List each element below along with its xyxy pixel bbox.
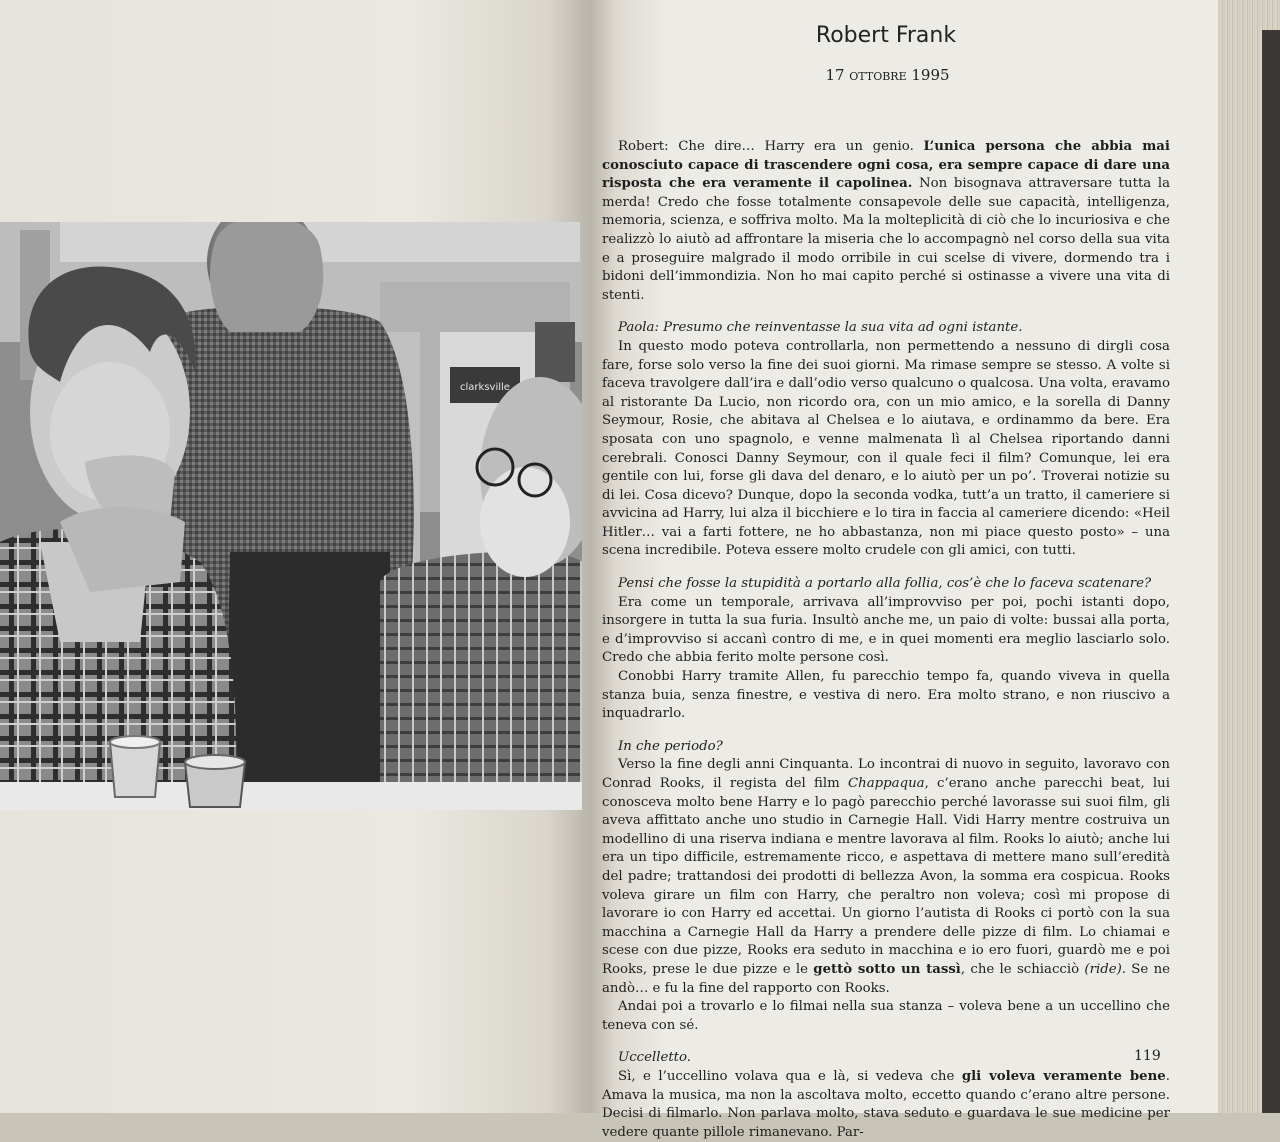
emphasized-text: gli voleva veramente bene (961, 1068, 1166, 1084)
text-span: . Amava la musica, ma non la ascoltava molto, eccetto quando c’erano altre persone. Decisi di filmarlo. Non parlava molto, stava seduto e guardava le sue medicine per vedere quante pillole rimanevano. Par- (602, 1068, 1170, 1140)
page-number: 119 (1134, 1048, 1161, 1064)
answer-paragraph (602, 668, 1170, 724)
emphasized-text: gettò sotto un tassì (813, 961, 961, 977)
text-span: Uccelletto. (618, 1050, 692, 1066)
question-paragraph (602, 319, 1170, 338)
text-span: Conobbi Harry tramite Allen, fu parecchio tempo fa, quando viveva in quella stanza buia, senza finestre, e vestiva di nero. Era molto strano, e non riuscivo a inquadrarlo. (602, 669, 1170, 722)
black-and-white-photo (0, 222, 582, 810)
left-page (0, 0, 590, 1113)
text-span: Verso la fine degli anni Cinquanta. Lo incontrai di nuovo in seguito, lavoravo con Conrad Rooks, il regista del film (602, 757, 1170, 791)
text-span: , c’erano anche parecchi beat, lui conosceva molto bene Harry e lo pagò parecchio perché lavorasse sui suoi film, gli aveva affittato anche uno studio in Carnegie Hall. Vidi Harry mentre costruiva un modellino di una riserva indiana e mentre lavorava al film. Rooks lo aiutò; anche lui era un tipo difficile, estremamente ricco, e aspettava di mettere mano sull’eredità del padre; trattandosi dei prodotti di bellezza Avon, la somma era cospicua. Rooks voleva girare un film con Harry, che peraltro non voleva; così mi propose di lavorare io con Harry ed accettai. Un giorno l’autista di Rooks ci portò con la sua macchina a Carnegie Hall da Harry a prendere delle pizze di film. Lo chiamai e scese con due pizze, Rooks era seduto in macchina e io ero fuori, guardò me e poi Rooks, prese le due pizze e le (602, 776, 1170, 977)
answer-paragraph (602, 138, 1170, 305)
answer-paragraph (602, 338, 1170, 561)
question-paragraph (602, 575, 1170, 594)
text-span: Non bisognava attraversare tutta la merda! Credo che fosse totalmente consapevole delle sue capacità, intelligenza, memoria, scienza, e soffriva molto. Ma la molteplicità di ciò che lo incuriosiva e che realizzò lo aiutò ad affrontare la miseria che lo accompagnò nel corso della sua vita e a proseguire malgrado il modo orribile in cui scelse di vivere, dormendo tra i bidoni dell’immondizia. Non ho mai capito perché si ostinasse a vivere una vita di stenti. (602, 176, 1170, 303)
interview-date: 17 ottobre 1995 (825, 66, 950, 84)
text-span: Pensi che fosse la stupidità a portarlo alla follia, cos’è che lo faceva scatenare? (618, 576, 1152, 592)
emphasized-text: L’unica persona che abbia mai conosciuto capace di trascendere ogni cosa, era sempre capace di dare una risposta che era veramente il capolinea. (602, 139, 1170, 192)
photo-illustration (0, 222, 582, 810)
text-span: . Se ne andò… e fu la fine del rapporto con Rooks. (602, 961, 1171, 996)
answer-paragraph (602, 998, 1170, 1035)
photo-sign-text: clarksville (460, 382, 510, 393)
question-paragraph (602, 1049, 1170, 1068)
text-span: In che periodo? (618, 738, 723, 754)
text-span: , che le schiacciò (960, 961, 1085, 977)
text-span: In questo modo poteva controllarla, non permettendo a nessuno di dirgli cosa fare, forse solo verso la fine dei suoi giorni. Ma rimase sempre se stesso. A volte si faceva travolgere dall’ira e dall’odio verso qualcuno o qualcosa. Una volta, eravamo al ristorante Da Lucio, non ricordo ora, con un mio amico, e la sorella di Danny Seymour, Rosie, che abitava al Chelsea e lo aiutava, e ordinammo da bere. Era sposata con uno spagnolo, e venne malmenata lì al Chelsea riportando danni cerebrali. Conosci Danny Seymour, con il quale feci il film? Comunque, lei era gentile con lui, forse gli dava del denaro, e lo aiutò per un po’. Troverai notizie su di lei. Cosa dicevo? Dunque, dopo la seconda vodka, tutt’a un tratto, il cameriere si avvicina ad Harry, lui alza il bicchiere e lo tira in faccia al cameriere dicendo: «Heil Hitler… vai a farti fottere, ne ho abbastanza, non mi piace questo posto» – una scena incredibile. Poteva essere molto crudele con gli amici, con tutti. (602, 338, 1170, 559)
interview-text (602, 138, 1170, 1142)
text-span: Sì, e l’uccellino volava qua e là, si vedeva che (618, 1068, 962, 1084)
question-paragraph (602, 738, 1170, 757)
text-span: Andai poi a trovarlo e lo filmai nella sua stanza – voleva bene a un uccellino che teneva con sé. (602, 999, 1170, 1033)
text-span: Era come un temporale, arrivava all’improvviso per poi, pochi istanti dopo, insorgere in tutta la sua furia. Insultò anche me, un paio di volte: bussai alla porta, e d’improvviso si accanì contro di me, e in quei momenti era meglio lasciarlo solo. Credo che abbia ferito molte persone così. (602, 594, 1170, 666)
answer-paragraph (602, 594, 1170, 668)
italic-text: Chappaqua (847, 776, 925, 791)
text-span: Paola: Presumo che reinventasse la sua vita ad ogni istante. (618, 320, 1023, 336)
running-head: Robert Frank (815, 23, 957, 48)
book-cover-edge (1262, 30, 1280, 1113)
answer-paragraph (602, 1068, 1170, 1142)
answer-paragraph (602, 756, 1170, 998)
text-span: Robert: Che dire… Harry era un genio. (618, 139, 924, 154)
italic-text: (ride) (1084, 961, 1122, 977)
